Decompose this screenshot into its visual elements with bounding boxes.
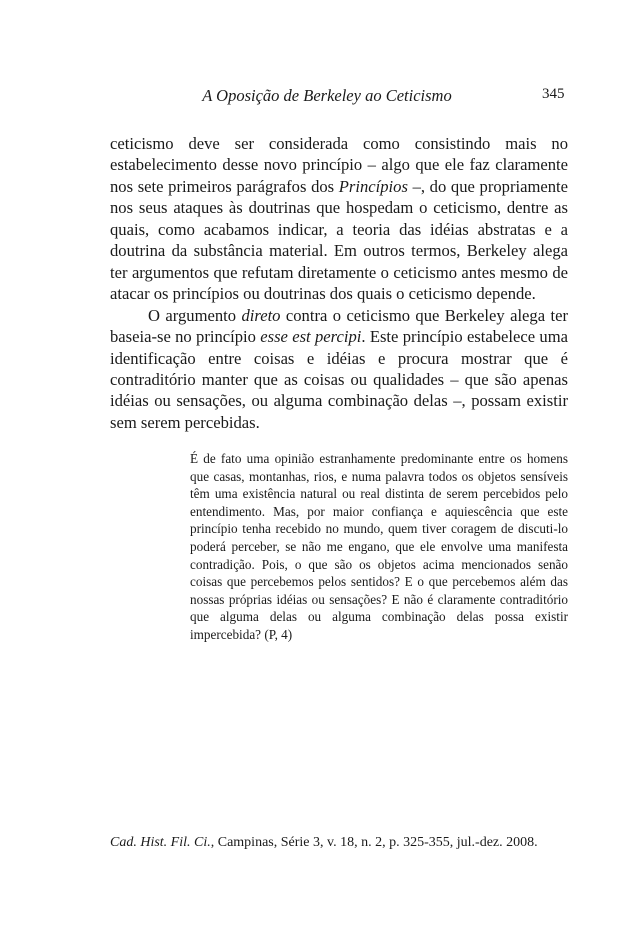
footer-citation <box>110 834 568 852</box>
paragraph-1-text-c: –, do que propriamente nos seus ataques às doutrinas que hospedam o ceticismo, dentre as quais, como acabamos indicar, a teoria das idéias abstratas e a doutrina da substância material. Em outros termos, Berkeley alega ter argumentos que refutam diretamente o ceticismo antes mesmo de atacar os princípios ou doutrinas dos quais o ceticismo depende. <box>110 176 568 304</box>
paragraph-2-text-e: . Este princípio estabelece uma identificação entre coisas e idéias e procura mostrar que é contraditório manter que as coisas ou qualidades – que são apenas idéias ou sensações, ou alguma combinação delas –, possam existir sem serem percebidas. <box>110 327 568 432</box>
paragraph-2-text-c: contra o ceticismo que Berkeley alega ter baseia-se no princípio <box>110 305 568 347</box>
paragraph-1-italic-principios: Princípios <box>338 176 408 196</box>
paragraph-2-text-a: O argumento <box>148 305 242 325</box>
paragraph-2-italic-direto: direto <box>241 305 281 325</box>
page-number: 345 <box>542 86 565 102</box>
paragraph-2-italic-esse-est-percipi: esse est percipi <box>260 327 362 347</box>
running-title: A Oposição de Berkeley ao Ceticismo <box>202 86 452 105</box>
paragraph-1 <box>110 133 568 305</box>
footer-citation-details: , Campinas, Série 3, v. 18, n. 2, p. 325-355, jul.-dez. 2008. <box>210 835 538 850</box>
running-header <box>0 85 638 107</box>
paragraph-1-text-a: ceticismo deve ser considerada como consistindo mais no estabelecimento desse novo princípio – algo que ele faz claramente nos sete primeiros parágrafos dos <box>110 134 568 196</box>
block-quote <box>190 450 568 644</box>
footer-journal-name: Cad. Hist. Fil. Ci. <box>110 835 211 850</box>
block-quote-text: É de fato uma opinião estranhamente predominante entre os homens que casas, montanhas, rios, e numa palavra todos os objetos sensíveis têm uma existência natural ou real distinta de serem percebidos pelo entendimento. Mas, por maior confiança e aquiescência que este princípio tenha recebido no mundo, quem tiver coragem de discuti-lo poderá perceber, se não me engano, que ele envolve uma manifesta contradição. Pois, o que são os objetos acima mencionados senão coisas que percebemos pelos sentidos? E o que percebemos além das nossas próprias idéias ou sensações? E não é claramente contraditório que alguma delas ou alguma combinação delas possa existir impercebida? (P, 4) <box>190 451 568 642</box>
paragraph-2 <box>110 305 568 434</box>
main-text <box>110 133 568 433</box>
